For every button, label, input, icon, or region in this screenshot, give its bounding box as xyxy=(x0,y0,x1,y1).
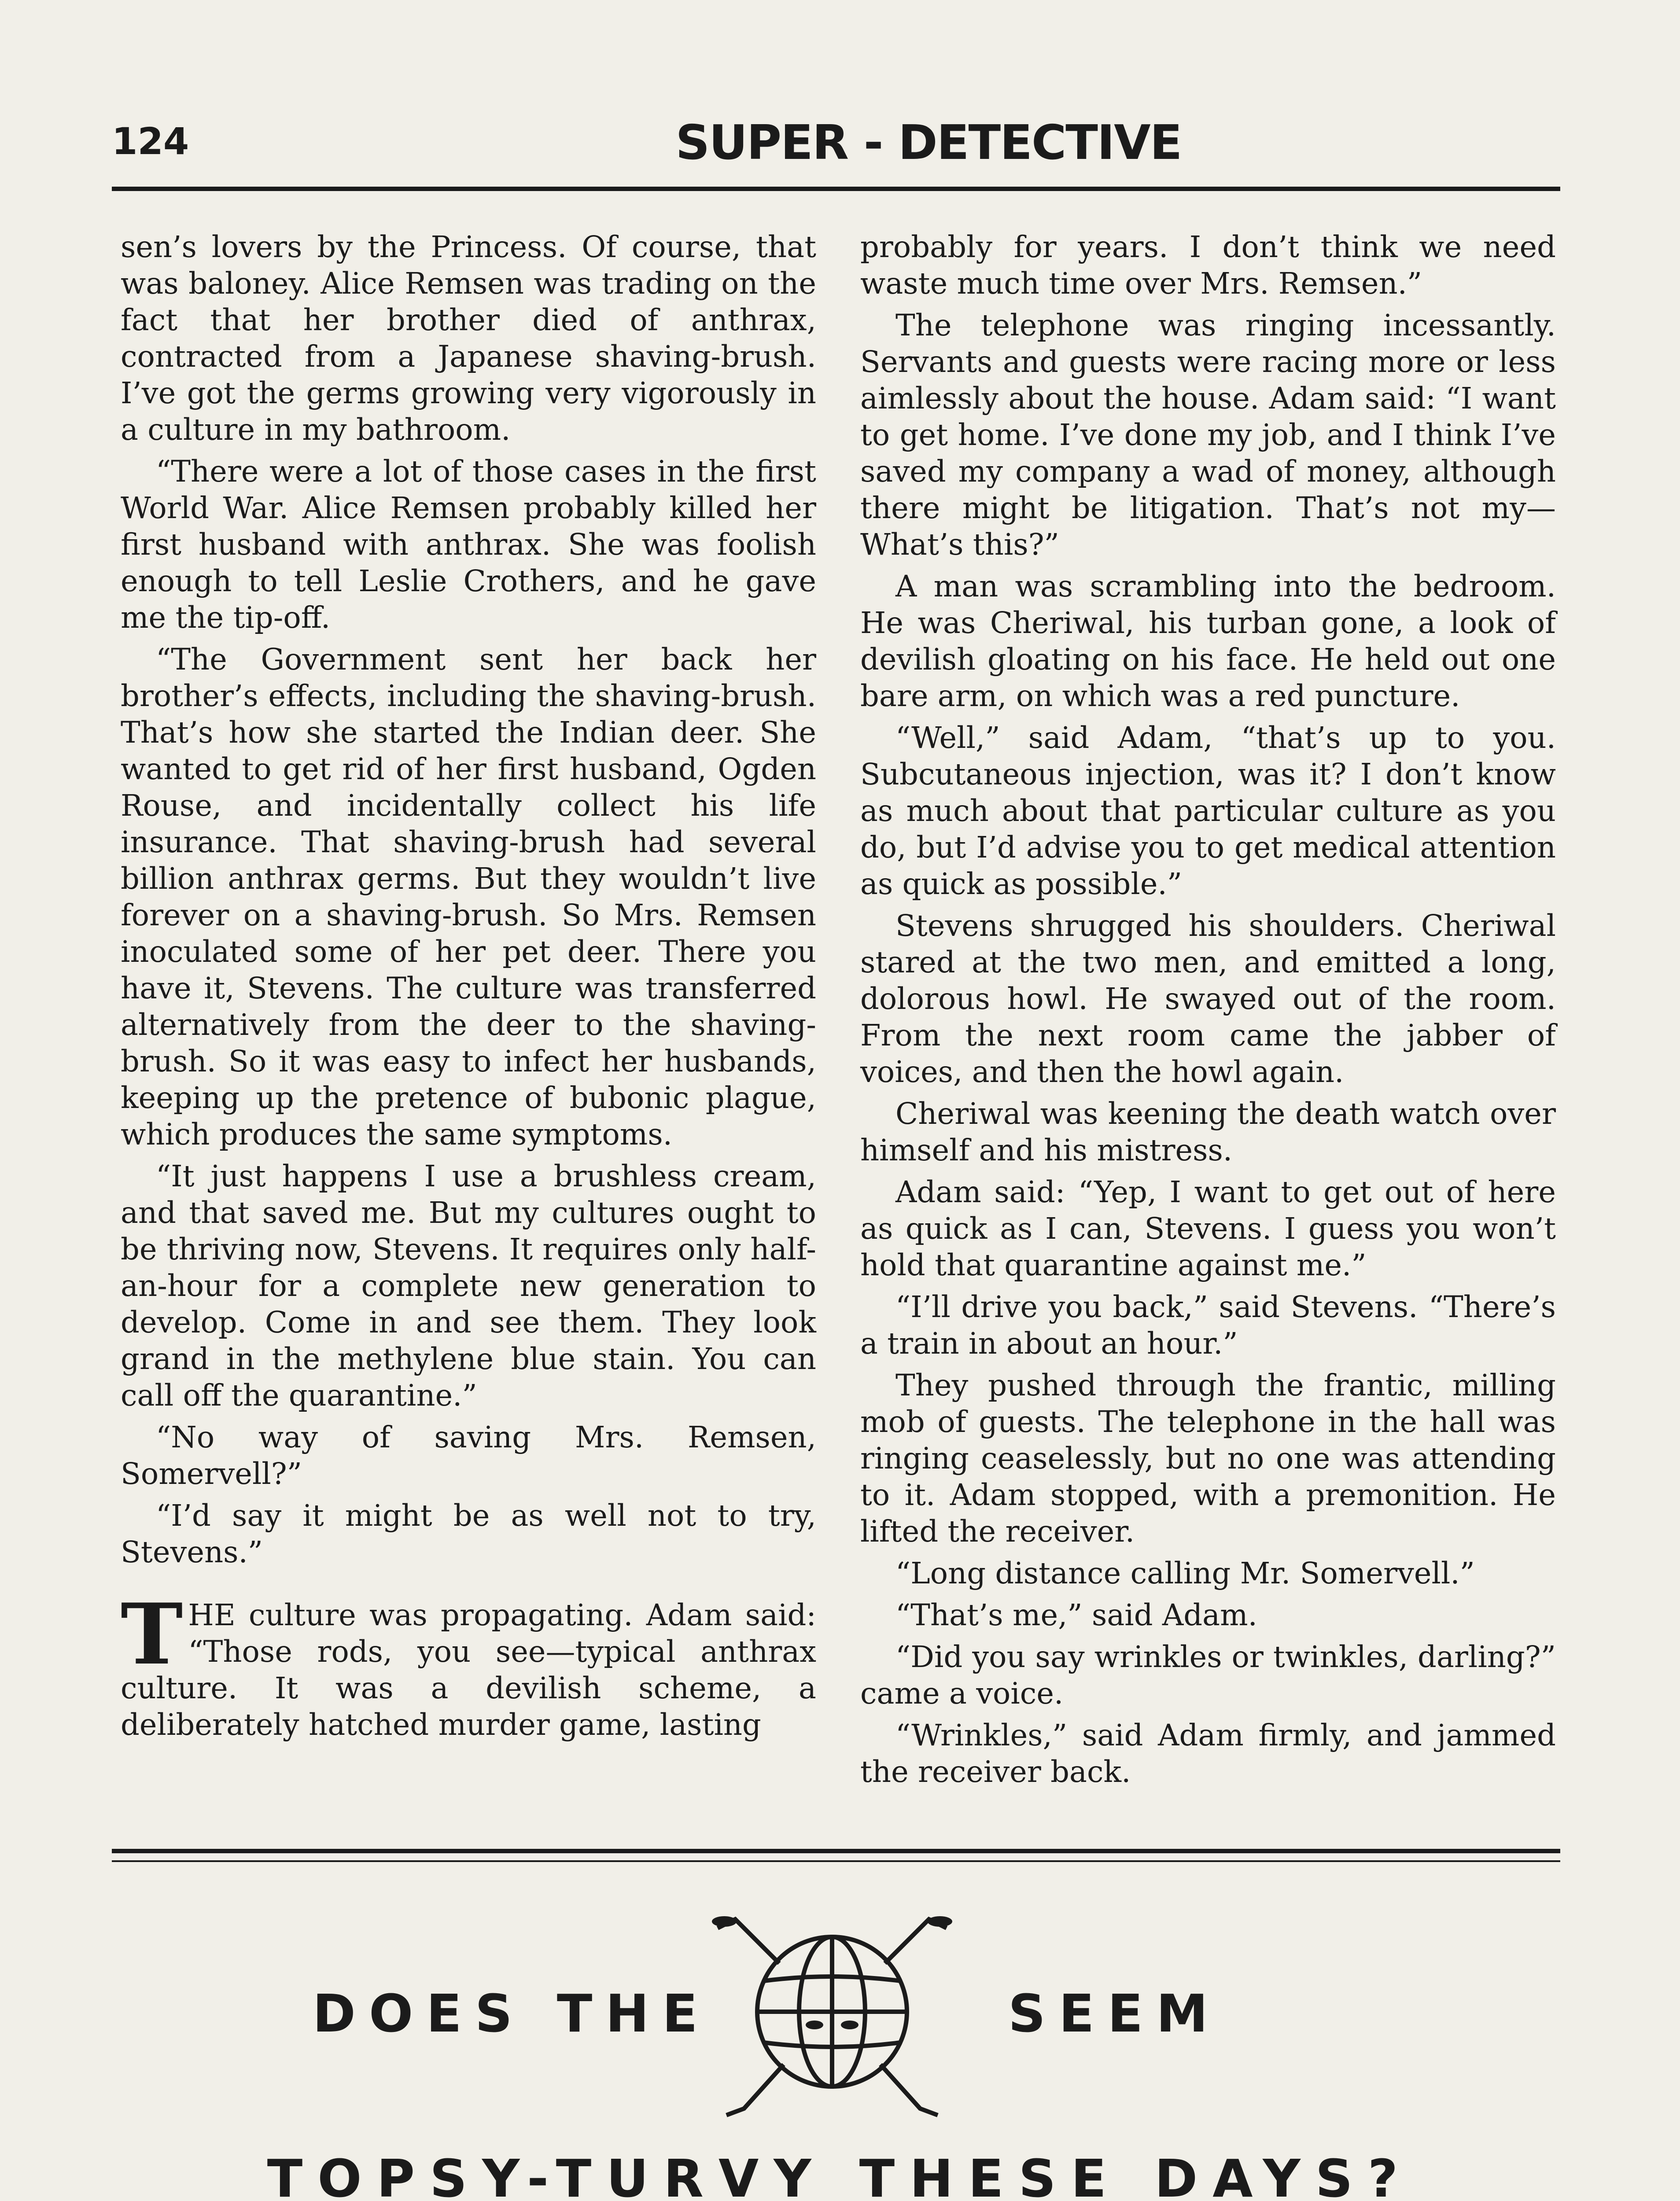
paragraph: “Well,” said Adam, “that’s up to you. Subcutaneous injection, was it? I don’t know as much about that particular culture as you do, but I’d advise you to get medical attention as quick as possible.” xyxy=(860,721,1556,901)
paragraph: Stevens shrugged his shoulders. Cheriwal stared at the two men, and emitted a long, dolorous howl. He swayed out of the room. From the next room came the jabber of voices, and then the howl again. xyxy=(860,909,1556,1089)
paragraph: “The Government sent her back her brother’s effects, including the shaving-brush. That’s how she started the Indian deer. She wanted to get rid of her first husband, Ogden Rouse, and incidentally collect his life insurance. That shaving-brush had several billion anthrax germs. But they wouldn’t live forever on a shaving-brush. So Mrs. Remsen inoculated some of her pet deer. There you have it, Stevens. The culture was transferred alternatively from the deer to the shaving-brush. So it was easy to infect her husbands, keeping up the pretence of bubonic plague, which produces the same symptoms. xyxy=(121,642,816,1152)
page-number: 124 xyxy=(112,120,189,163)
page-header xyxy=(112,115,1560,186)
paragraph: “I’d say it might be as well not to try, Stevens.” xyxy=(121,1498,816,1569)
paragraph: They pushed through the frantic, milling mob of guests. The telephone in the hall was ringing ceaselessly, but no one was attending to it. Adam stopped, with a premonition. He lifted the receiver. xyxy=(860,1368,1556,1549)
paragraph-text: HE culture was propagating. Adam said: “Those rods, you see—typical anthrax culture. It was a devilish scheme, a deliberately hatched murder game, lasting xyxy=(121,1598,816,1742)
advert-rule-thin xyxy=(112,1860,1560,1862)
paragraph: “That’s me,” said Adam. xyxy=(895,1598,1257,1632)
dropcap-paragraph xyxy=(121,1585,816,1743)
paragraph: A man was scrambling into the bedroom. He was Cheriwal, his turban gone, a look of devilish gloating on his face. He held out one bare arm, on which was a red puncture. xyxy=(860,569,1556,713)
paragraph: “Did you say wrinkles or twinkles, darling?” came a voice. xyxy=(860,1640,1556,1711)
paragraph: Adam said: “Yep, I want to get out of here as quick as I can, Stevens. I guess you won’t hold that quarantine against me.” xyxy=(860,1175,1556,1282)
paragraph: “No way of saving Mrs. Remsen, Somervell?” xyxy=(121,1420,816,1491)
upside-down-globe-icon xyxy=(709,1880,955,2126)
paragraph: probably for years. I don’t think we need waste much time over Mrs. Remsen.” xyxy=(860,230,1556,301)
paragraph: “Long distance calling Mr. Somervell.” xyxy=(895,1556,1475,1590)
advert-line-1-left: DOES THE xyxy=(313,1983,711,2044)
paragraph: “Wrinkles,” said Adam firmly, and jammed the receiver back. xyxy=(860,1718,1556,1789)
paragraph: Cheriwal was keening the death watch over himself and his mistress. xyxy=(860,1097,1556,1167)
article-body xyxy=(121,229,1556,1814)
paragraph: “I’ll drive you back,” said Stevens. “There’s a train in about an hour.” xyxy=(860,1290,1556,1361)
advert-line-2: TOPSY-TURVY THESE DAYS? xyxy=(267,2148,1413,2201)
paragraph: “There were a lot of those cases in the first World War. Alice Remsen probably killed her first husband with anthrax. She was foolish enough to tell Leslie Crothers, and he gave me the tip-off. xyxy=(121,454,816,635)
advert-rule xyxy=(112,1849,1560,1853)
paragraph: “It just happens I use a brushless cream, and that saved me. But my cultures ought to be thriving now, Stevens. It requires only half-an-hour for a complete new generation to develop. Come in and see them. They look grand in the methylene blue stain. You can call off the quarantine.” xyxy=(121,1159,816,1413)
paragraph: The telephone was ringing incessantly. Servants and guests were racing more or less aimlessly about the house. Adam said: “I want to get home. I’ve done my job, and I think I’ve saved my company a wad of money, although there might be litigation. That’s not my—What’s this?” xyxy=(860,308,1556,562)
left-column xyxy=(121,229,816,1748)
advert-line-1-right: SEEM xyxy=(1008,1983,1221,2044)
drop-cap: T xyxy=(121,1585,183,1683)
header-rule xyxy=(112,187,1560,191)
magazine-title: SUPER - DETECTIVE xyxy=(675,115,1182,170)
right-column xyxy=(860,229,1556,1796)
paragraph: sen’s lovers by the Princess. Of course, that was baloney. Alice Remsen was trading on the fact that her brother died of anthrax, contracted from a Japanese shaving-brush. I’ve got the germs growing very vigorously in a culture in my bathroom. xyxy=(121,230,816,447)
